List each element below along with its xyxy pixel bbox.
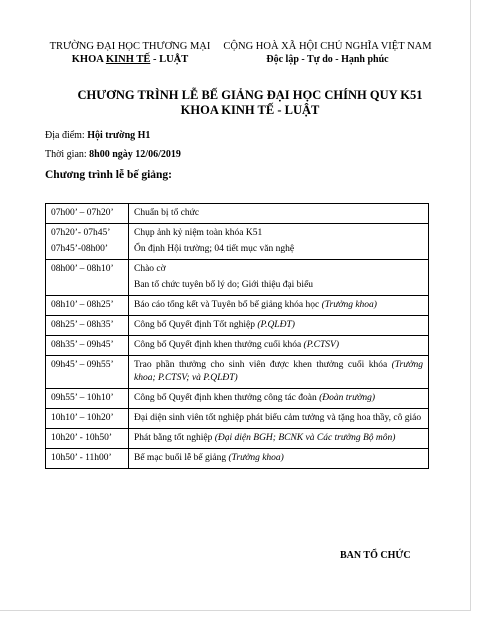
table-row (46, 429, 429, 449)
time-slot: 08h25’ – 08h35’ (51, 320, 114, 330)
activity-cell (129, 296, 429, 316)
faculty-name: KHOA KINH TẾ - LUẬT (71, 54, 189, 65)
table-row (46, 296, 429, 316)
table-row (46, 389, 429, 409)
activity-item (134, 452, 423, 465)
time-slot: 09h55’ – 10h10’ (51, 393, 114, 403)
table-row (46, 204, 429, 224)
responsible-party: (P.QLĐT) (257, 320, 295, 330)
signature: BAN TỔ CHỨC (340, 550, 411, 561)
activity-item (134, 359, 423, 385)
activity-item (134, 392, 423, 405)
responsible-party: (Trưởng khoa) (228, 453, 284, 463)
responsible-party: (Trưởng khoa; P.CTSV; và P.QLĐT) (134, 360, 423, 383)
responsible-party: (Đoàn trường) (319, 393, 376, 403)
time-slot: 07h45’-08h00’ (51, 244, 108, 254)
table-row (46, 409, 429, 429)
activity-cell (129, 316, 429, 336)
document-title: CHƯƠNG TRÌNH LỄ BẾ GIẢNG ĐẠI HỌC CHÍNH QUY K51 (77, 88, 423, 102)
activity-text: Công bố Quyết định Tốt nghiệp (134, 320, 258, 330)
time-slot: 10h10’ – 10h20’ (51, 413, 114, 423)
time-cell (46, 204, 129, 224)
table-row (46, 316, 429, 336)
activity-cell (129, 336, 429, 356)
time-slot: 10h50’ - 11h00’ (51, 453, 112, 463)
national-motto-title: CỘNG HOÀ XÃ HỘI CHỦ NGHĨA VIỆT NAM (223, 41, 432, 52)
activity-text: Ban tổ chức tuyên bố lý do; Giới thiệu đại biểu (134, 280, 314, 290)
activity-text: Chuẩn bị tổ chức (134, 208, 200, 218)
activity-item (134, 279, 423, 292)
activity-item (134, 299, 423, 312)
activity-text: Báo cáo tổng kết và Tuyên bố bế giảng khóa học (134, 300, 322, 310)
time-cell (46, 356, 129, 389)
national-header (220, 40, 435, 66)
table-row (46, 356, 429, 389)
time-cell (46, 449, 129, 469)
activity-item (134, 432, 423, 445)
activity-text: Phát bằng tốt nghiệp (134, 433, 215, 443)
activity-item (134, 412, 423, 425)
activity-item (134, 243, 423, 256)
activity-item (134, 263, 423, 276)
responsible-party: (Đại diện BGH; BCNK và Các trưởng Bộ môn) (214, 433, 396, 443)
activity-cell (129, 260, 429, 296)
document-subtitle: KHOA KINH TẾ - LUẬT (180, 103, 320, 117)
activity-text: Công bố Quyết định khen thưởng cuối khóa (134, 340, 304, 350)
time-cell (46, 389, 129, 409)
activity-text: Ổn định Hội trường; 04 tiết mục văn nghệ (134, 244, 295, 254)
activity-item (134, 227, 423, 240)
activity-cell (129, 429, 429, 449)
activity-cell (129, 204, 429, 224)
time-slot: 09h45’ – 09h55’ (51, 360, 114, 370)
schedule-table (45, 203, 429, 469)
activity-item (134, 207, 423, 220)
activity-cell (129, 356, 429, 389)
venue-line: Địa điểm: Hội trường H1 (45, 130, 151, 141)
time-slot: 10h20’ - 10h50’ (51, 433, 113, 443)
time-cell (46, 296, 129, 316)
activity-text: Trao phần thưởng cho sinh viên được khen thưởng cuối khóa (134, 360, 392, 370)
activity-cell (129, 409, 429, 429)
time-cell (46, 429, 129, 449)
activity-cell (129, 224, 429, 260)
university-header (45, 40, 215, 66)
national-motto: Độc lập - Tự do - Hạnh phúc (266, 54, 389, 65)
time-cell (46, 409, 129, 429)
activity-text: Chụp ảnh kỷ niệm toàn khóa K51 (134, 228, 263, 238)
activity-text: Đại diện sinh viên tốt nghiệp phát biểu cảm tưởng và tặng hoa thầy, cô giáo (134, 413, 422, 423)
time-slot: 07h00’ – 07h20’ (51, 208, 114, 218)
time-slot: 08h00’ – 08h10’ (51, 264, 114, 274)
activity-text: Bế mạc buổi lễ bế giảng (134, 453, 229, 463)
responsible-party: (P.CTSV) (303, 340, 340, 350)
time-cell (46, 316, 129, 336)
responsible-party: (Trưởng khoa) (321, 300, 377, 310)
table-row (46, 336, 429, 356)
activity-text: Công bố Quyết định khen thưởng công tác đoàn (134, 393, 320, 403)
time-line: Thời gian: 8h00 ngày 12/06/2019 (45, 149, 181, 160)
time-slot: 07h20’- 07h45’ (51, 228, 111, 238)
time-cell (46, 224, 129, 260)
university-name: TRƯỜNG ĐẠI HỌC THƯƠNG MẠI (49, 41, 211, 52)
table-row (46, 449, 429, 469)
activity-text: Chào cờ (134, 264, 166, 274)
activity-cell (129, 389, 429, 409)
time-slot: 08h35’ – 09h45’ (51, 340, 114, 350)
table-row (46, 224, 429, 260)
activity-cell (129, 449, 429, 469)
table-row (46, 260, 429, 296)
time-slot: 08h10’ – 08h25’ (51, 300, 114, 310)
activity-item (134, 339, 423, 352)
activity-item (134, 319, 423, 332)
time-cell (46, 260, 129, 296)
time-cell (46, 336, 129, 356)
program-heading: Chương trình lễ bế giảng: (45, 169, 173, 181)
